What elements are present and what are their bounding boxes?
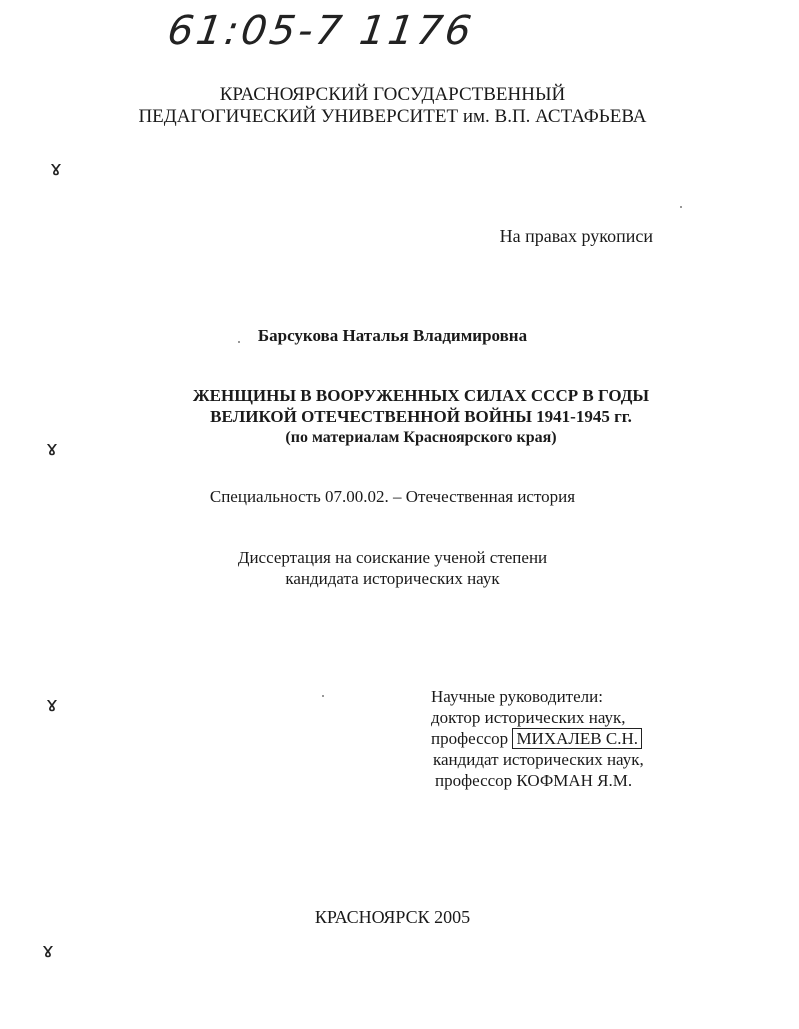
dissertation-title bbox=[0, 385, 799, 448]
scan-speck bbox=[680, 206, 682, 208]
university-line-1: КРАСНОЯРСКИЙ ГОСУДАРСТВЕННЫЙ bbox=[219, 84, 566, 105]
handwritten-archive-code: 61:05-7 1176 bbox=[164, 8, 477, 54]
degree-line-2: кандидата исторических наук bbox=[285, 569, 500, 588]
specialty: Специальность 07.00.02. – Отечественная история bbox=[209, 487, 576, 506]
degree-line-1: Диссертация на соискание ученой степени bbox=[237, 548, 548, 567]
university-name bbox=[0, 84, 785, 128]
margin-mark-icon: ɤ bbox=[46, 692, 58, 716]
dissertation-degree bbox=[0, 547, 785, 589]
margin-mark-icon: ɤ bbox=[46, 436, 58, 460]
advisor-1-name-boxed: МИХАЛЕВ С.Н. bbox=[512, 728, 642, 749]
title-line-3: (по материалам Красноярского края) bbox=[285, 429, 557, 446]
advisor-1-degree: доктор исторических наук, bbox=[431, 708, 626, 727]
advisor-2-line: профессор КОФМАН Я.М. bbox=[435, 771, 633, 790]
title-line-2: ВЕЛИКОЙ ОТЕЧЕСТВЕННОЙ ВОЙНЫ 1941-1945 гг. bbox=[210, 407, 632, 426]
university-line-2: ПЕДАГОГИЧЕСКИЙ УНИВЕРСИТЕТ им. В.П. АСТАФЬЕВА bbox=[138, 106, 647, 127]
author-name: Барсукова Наталья Владимировна bbox=[257, 326, 528, 345]
advisor-1-line bbox=[431, 728, 644, 749]
scan-speck bbox=[238, 341, 240, 343]
advisor-2-degree: кандидат исторических наук, bbox=[433, 750, 644, 769]
margin-mark-icon: ɤ bbox=[50, 156, 62, 180]
city-year: КРАСНОЯРСК 2005 bbox=[314, 907, 471, 927]
advisors-heading: Научные руководители: bbox=[431, 687, 603, 706]
manuscript-rights: На правах рукописи bbox=[499, 226, 653, 246]
margin-mark-icon: ɤ bbox=[42, 938, 54, 962]
scan-speck bbox=[322, 695, 324, 697]
advisor-1-title: профессор bbox=[431, 729, 509, 748]
scientific-advisors bbox=[431, 686, 644, 791]
title-line-1: ЖЕНЩИНЫ В ВООРУЖЕННЫХ СИЛАХ СССР В ГОДЫ bbox=[192, 386, 650, 405]
